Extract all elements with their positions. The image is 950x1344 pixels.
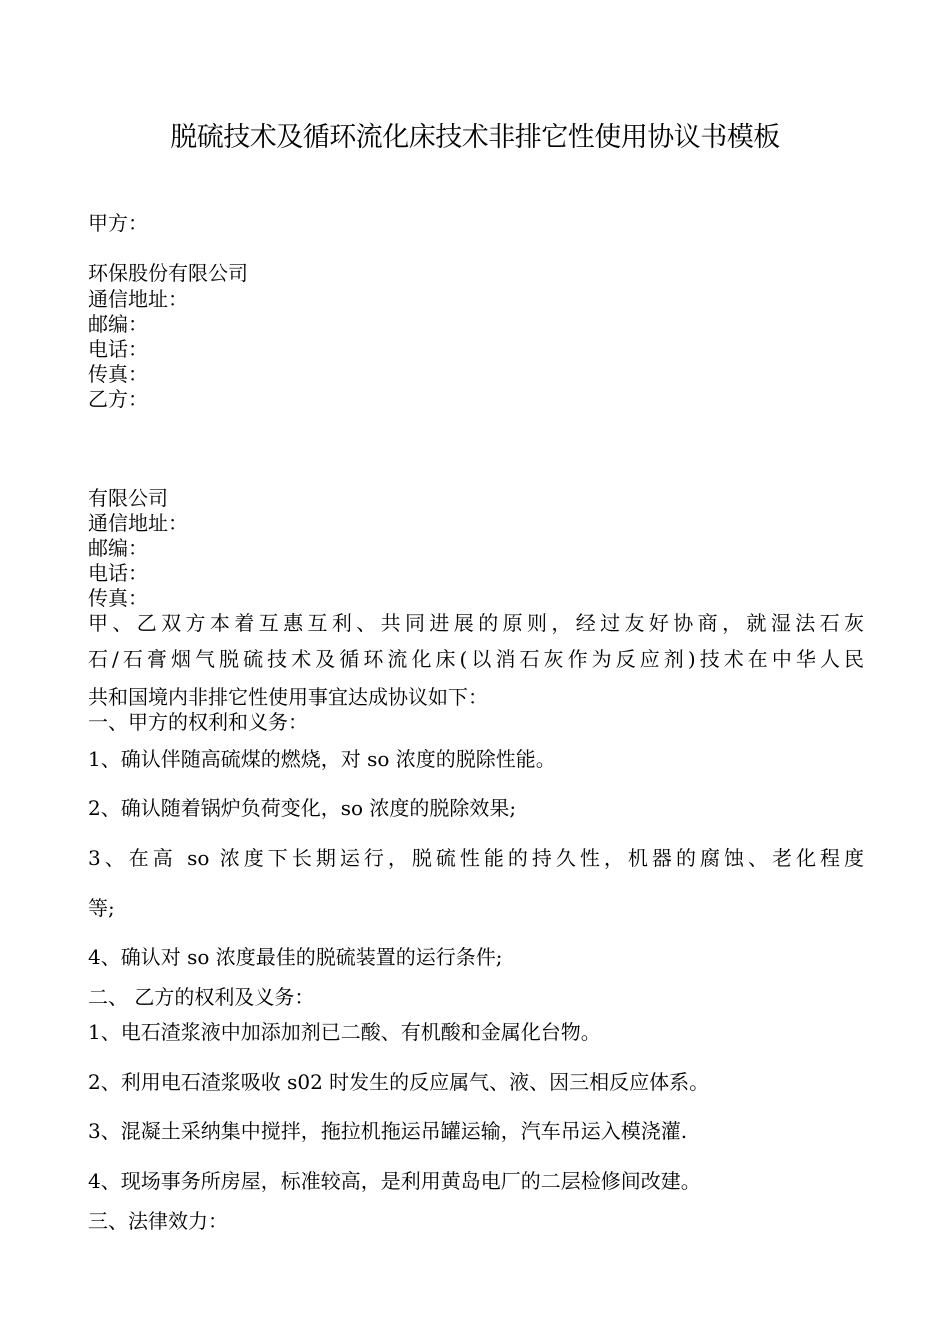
section2-item: 1、电石渣浆液中加添加剂已二酸、有机酸和金属化台物。 bbox=[88, 1020, 601, 1044]
section1-heading: 一、甲方的权利和义务： bbox=[88, 710, 308, 734]
section1-item: 1、确认伴随高硫煤的燃烧，对 so 浓度的脱除性能。 bbox=[88, 747, 556, 771]
section1-item: 4、确认对 so 浓度最佳的脱硫装置的运行条件; bbox=[88, 945, 503, 969]
party-a-label: 甲方： bbox=[88, 211, 148, 235]
document-title: 脱硫技术及循环流化床技术非排它性使用协议书模板 bbox=[170, 122, 780, 153]
section2-item: 3、混凝土采纳集中搅拌，拖拉机拖运吊罐运输，汽车吊运入模浇灌. bbox=[88, 1119, 688, 1143]
section1-item: 2、确认随着锅炉负荷变化，so 浓度的脱除效果; bbox=[88, 796, 517, 820]
party-b-postcode: 邮编： bbox=[88, 536, 148, 560]
section2-heading: 二、 乙方的权利及义务： bbox=[88, 985, 315, 1009]
section2-item: 2、利用电石渣浆吸收 s02 时发生的反应属气、液、因三相反应体系。 bbox=[88, 1070, 710, 1094]
party-a-phone: 电话： bbox=[88, 337, 148, 361]
party-b-fax: 传真： bbox=[88, 586, 148, 610]
party-b-phone: 电话： bbox=[88, 561, 148, 585]
party-a-fax: 传真： bbox=[88, 362, 148, 386]
party-a-company: 环保股份有限公司 bbox=[88, 261, 248, 285]
party-b-address: 通信地址： bbox=[88, 511, 188, 535]
intro-line: 共和国境内非排它性使用事宜达成协议如下： bbox=[88, 685, 488, 709]
party-b-company: 有限公司 bbox=[88, 486, 168, 510]
section1-item: 等; bbox=[88, 896, 115, 920]
intro-line: 石/石膏烟气脱硫技术及循环流化床(以消石灰作为反应剂)技术在中华人民 bbox=[88, 647, 864, 671]
intro-line: 甲、乙双方本着互惠互利、共同进展的原则，经过友好协商，就湿法石灰 bbox=[88, 611, 864, 635]
party-b-label: 乙方： bbox=[88, 387, 148, 411]
party-a-postcode: 邮编： bbox=[88, 312, 148, 336]
section3-heading: 三、法律效力： bbox=[88, 1209, 228, 1233]
party-a-address: 通信地址： bbox=[88, 287, 188, 311]
section1-item: 3、在高 so 浓度下长期运行，脱硫性能的持久性，机器的腐蚀、老化程度 bbox=[88, 846, 864, 870]
section2-item: 4、现场事务所房屋，标准较高，是利用黄岛电厂的二层检修间改建。 bbox=[88, 1169, 701, 1193]
